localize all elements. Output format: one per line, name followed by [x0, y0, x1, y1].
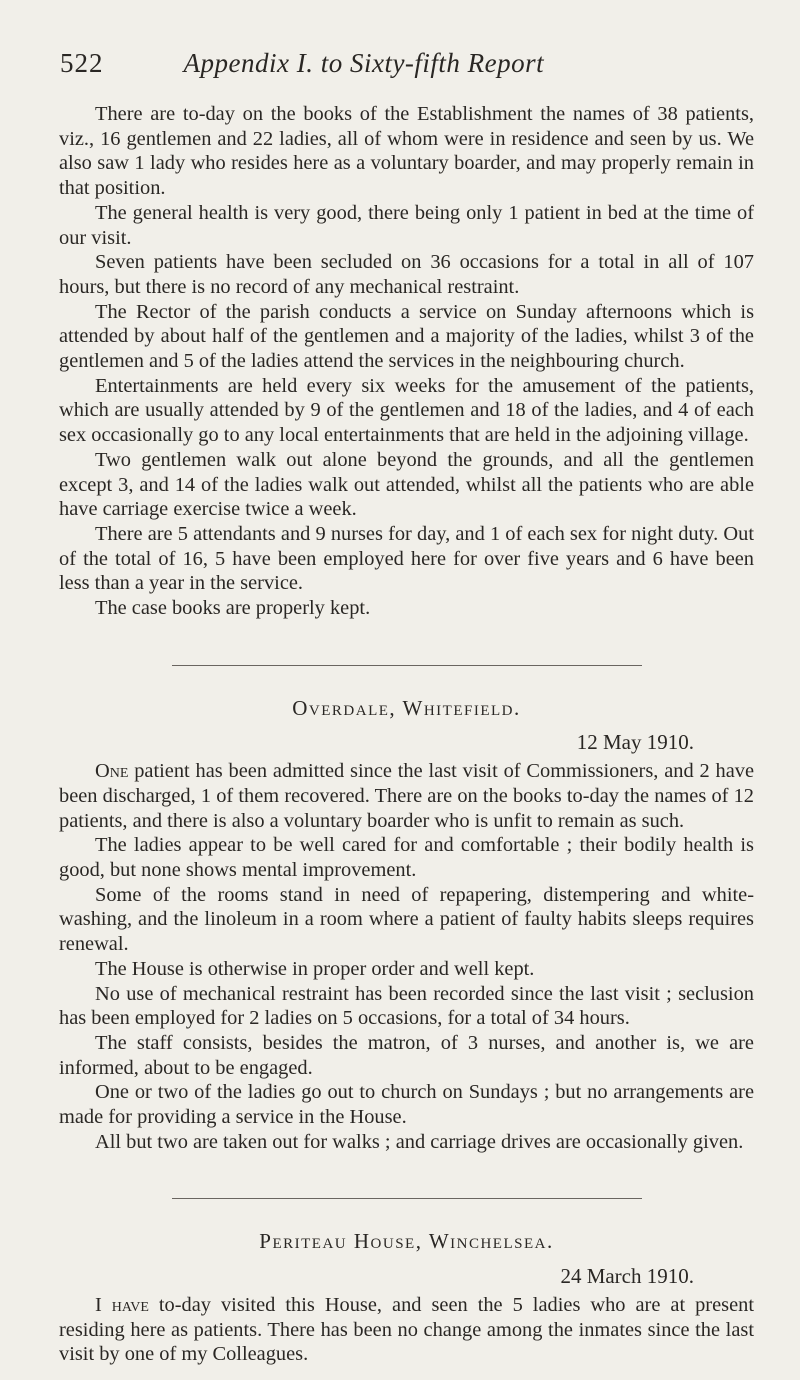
paragraph: Seven patients have been secluded on 36 occasions for a total in all of 107 hours, but there is no record of any mechanical restraint.: [59, 251, 754, 298]
paragraph: [59, 1293, 754, 1367]
paragraph: The case books are properly kept.: [95, 597, 371, 620]
section-periteau: [59, 1229, 754, 1367]
paragraph: Entertainments are held every six weeks for the amusement of the patients, which are usually attended by 9 of the gentlemen and 18 of the ladies, and 4 of each sex occasionally go to any local entertainments that are held in the adjoining village.: [59, 374, 754, 447]
page-header: [60, 48, 760, 79]
running-head: Appendix I. to Sixty-fifth Report: [183, 48, 545, 78]
paragraph: One or two of the ladies go out to church on Sundays ; but no arrangements are made for providing a service in the House.: [59, 1081, 754, 1129]
section-divider: [172, 1198, 642, 1199]
lead-word: I have: [95, 1293, 149, 1316]
paragraph: The House is otherwise in proper order and well kept.: [95, 957, 535, 980]
section-establishment: [59, 102, 754, 621]
section-heading: Periteau House, Winchelsea.: [259, 1229, 554, 1254]
paragraph: The ladies appear to be well cared for and comfortable ; their bodily health is good, but none shows mental improvement.: [59, 834, 754, 881]
visit-date: 12 May 1910.: [576, 730, 694, 755]
visit-date: 24 March 1910.: [560, 1264, 694, 1289]
section-heading: Overdale, Whitefield.: [292, 695, 521, 720]
paragraph: The Rector of the parish conducts a service on Sunday afternoons which is attended by about half of the gentlemen and a majority of the ladies, whilst 3 of the gentlemen and 5 of the ladies attend the services in the neighbouring church.: [59, 300, 754, 373]
paragraph: Two gentlemen walk out alone beyond the grounds, and all the gentlemen except 3, and 14 of the ladies walk out attended, whilst all the patients who are able have carriage exercise twice a week.: [59, 448, 754, 521]
paragraph: The staff consists, besides the matron, of 3 nurses, and another is, we are informed, about to be engaged.: [59, 1031, 754, 1079]
paragraph: There are to-day on the books of the Establishment the names of 38 patients, viz., 16 gentlemen and 22 ladies, all of whom were in residence and seen by us. We also saw 1 lady who resides here as a voluntary boarder, and may properly remain in that position.: [59, 103, 754, 200]
paragraph-text: to-day visited this House, and seen the 5 ladies who are at present residing here as patients. There has been no change among the inmates since the last visit by one of my Colleagues.: [59, 1293, 754, 1366]
body-text: [59, 102, 754, 1367]
paragraph-text: patient has been admitted since the last visit of Commissioners, and 2 have been discharged, 1 of them recovered. There are on the books to-day the names of 12 patients, and there is also a voluntary boarder who is unfit to remain as such.: [59, 760, 754, 832]
section-divider: [172, 665, 642, 666]
paragraph: The general health is very good, there being only 1 patient in bed at the time of our visit.: [59, 201, 754, 249]
paragraph: [59, 759, 754, 833]
lead-word: One: [95, 760, 129, 783]
paragraph: There are 5 attendants and 9 nurses for day, and 1 of each sex for night duty. Out of the total of 16, 5 have been employed here for over five years and 6 have been less than a year in the service.: [59, 522, 754, 595]
page-number: 522: [60, 48, 104, 78]
paragraph: Some of the rooms stand in need of repapering, distempering and white-washing, and the linoleum in a room where a patient of faulty habits sleeps requires renewal.: [59, 883, 754, 956]
paragraph: All but two are taken out for walks ; and carriage drives are occasionally given.: [95, 1130, 744, 1153]
paragraph: No use of mechanical restraint has been recorded since the last visit ; seclusion has been employed for 2 ladies on 5 occasions, for a total of 34 hours.: [59, 982, 754, 1030]
section-overdale: [59, 696, 754, 1155]
